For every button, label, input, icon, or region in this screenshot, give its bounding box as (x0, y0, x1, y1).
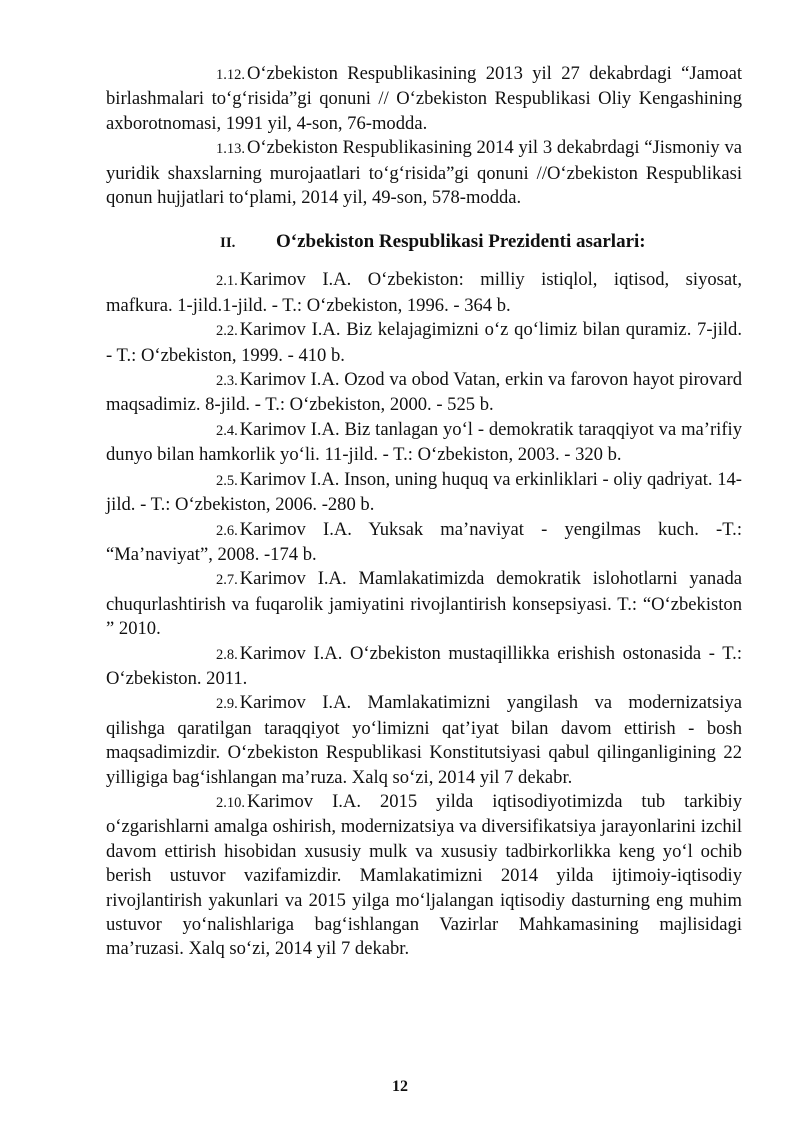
reference-number: 2.10. (216, 794, 245, 811)
reference-entry-1-12 (106, 62, 742, 136)
reference-number: 2.9. (216, 696, 238, 713)
page-number: 12 (392, 1078, 408, 1095)
reference-entry-2-5 (106, 468, 742, 518)
reference-number: 1.12. (216, 67, 245, 83)
reference-entry-2-3 (106, 368, 742, 418)
reference-text: Karimov I.A. O‘zbekiston mustaqillikka erishish ostonasida - T.: O‘zbekiston. 2011. (106, 642, 742, 689)
section-title: O‘zbekiston Respublikasi Prezidenti asarlari: (276, 231, 646, 253)
reference-text: Karimov I.A. 2015 yilda iqtisodiyotimizda tub tarkibiy o‘zgarishlarni amalga oshirish, modernizatsiya va diversifikatsiya jarayonlarini izchil davom ettirish hisobidan xususiy mulk va xususiy tadbirkorlikka keng yo‘l ochib berish ustuvor vazifamizdir. Mamlakatimizni 2014 yilda ijtimoiy-iqtisodiy rivojlantirish yakunlari va 2015 yilga mo‘ljalangan iqtisodiy dasturning eng muhim ustuvor yo‘nalishlariga bag‘ishlangan Vazirlar Mahkamasining majlisidagi ma’ruzasi. Xalq so‘zi, 2014 yil 7 dekabr. (106, 790, 742, 960)
reference-entry-2-1 (106, 268, 742, 318)
reference-number: 2.2. (216, 323, 238, 340)
section-heading (106, 230, 742, 255)
reference-text: Karimov I.A. O‘zbekiston: milliy istiqlol, iqtisod, siyosat, mafkura. 1-jild.1-jild. - T.: O‘zbekiston, 1996. - 364 b. (106, 269, 742, 316)
section-roman-numeral: II. (220, 235, 236, 252)
reference-text: Karimov I.A. Ozod va obod Vatan, erkin va farovon hayot pirovard maqsadimiz. 8-jild. - T.: O‘zbekiston, 2000. - 525 b. (106, 369, 742, 416)
reference-text: Karimov I.A. Biz tanlagan yo‘l - demokratik taraqqiyot va ma’rifiy dunyo bilan hamkorlik yo‘li. 11-jild. - T.: O‘zbekiston, 2003. - 320 b. (106, 418, 742, 466)
reference-text: Karimov I.A. Biz kelajagimizni o‘z qo‘limiz bilan quramiz. 7-jild. - T.: O‘zbekiston, 1999. - 410 b. (106, 319, 742, 366)
reference-number: 2.6. (216, 522, 238, 539)
reference-entry-2-6 (106, 518, 742, 568)
reference-number: 2.8. (216, 646, 238, 663)
reference-number: 2.3. (216, 373, 238, 390)
reference-entry-2-4 (106, 418, 742, 468)
reference-entry-2-2 (106, 318, 742, 368)
reference-entry-2-9 (106, 691, 742, 790)
reference-text: O‘zbekiston Respublikasining 2014 yil 3 dekabrdagi “Jismoniy va yuridik shaxslarning murojaatlari to‘g‘risida”gi qonuni //O‘zbekiston Respublikasi qonun hujjatlari to‘plami, 2014 yil, 49-son, 578-modda. (106, 137, 742, 209)
reference-entry-2-7 (106, 567, 742, 641)
reference-text: Karimov I.A. Yuksak ma’naviyat - yengilmas kuch. -T.: “Ma’naviyat”, 2008. -174 b. (106, 518, 742, 565)
reference-number: 2.5. (216, 472, 238, 489)
reference-entry-2-10 (106, 790, 742, 962)
reference-text: Karimov I.A. Mamlakatimizda demokratik islohotlarni yanada chuqurlashtirish va fuqarolik jamiyatini rivojlantirish konsepsiyasi. T.: “O‘zbekiston ” 2010. (106, 568, 742, 640)
reference-text: Karimov I.A. Mamlakatimizni yangilash va modernizatsiya qilishga qaratilgan taraqqiyot yo‘limizni qat’iyat bilan davom ettirish - bosh maqsadimizdir. O‘zbekiston Respublikasi Konstitutsiyasi qabul qilinganligining 22 yilligiga bag‘ishlangan ma’ruza. Xalq so‘zi, 2014 yil 7 dekabr. (106, 692, 742, 788)
reference-number: 1.13. (216, 141, 245, 158)
reference-entry-2-8 (106, 642, 742, 692)
reference-text: O‘zbekiston Respublikasining 2013 yil 27 dekabrdagi “Jamoat birlashmalari to‘g‘risida”gi qonuni // O‘zbekiston Respublikasi Oliy Kengashining axborotnomasi, 1991 yil, 4-son, 76-modda. (106, 63, 742, 134)
reference-number: 2.7. (216, 572, 238, 589)
reference-text: Karimov I.A. Inson, uning huquq va erkinliklari - oliy qadriyat. 14-jild. - T.: O‘zbekiston, 2006. -280 b. (106, 468, 742, 516)
reference-number: 2.4. (216, 422, 238, 439)
reference-entry-1-13 (106, 136, 742, 210)
document-page (106, 62, 742, 962)
reference-number: 2.1. (216, 273, 238, 290)
